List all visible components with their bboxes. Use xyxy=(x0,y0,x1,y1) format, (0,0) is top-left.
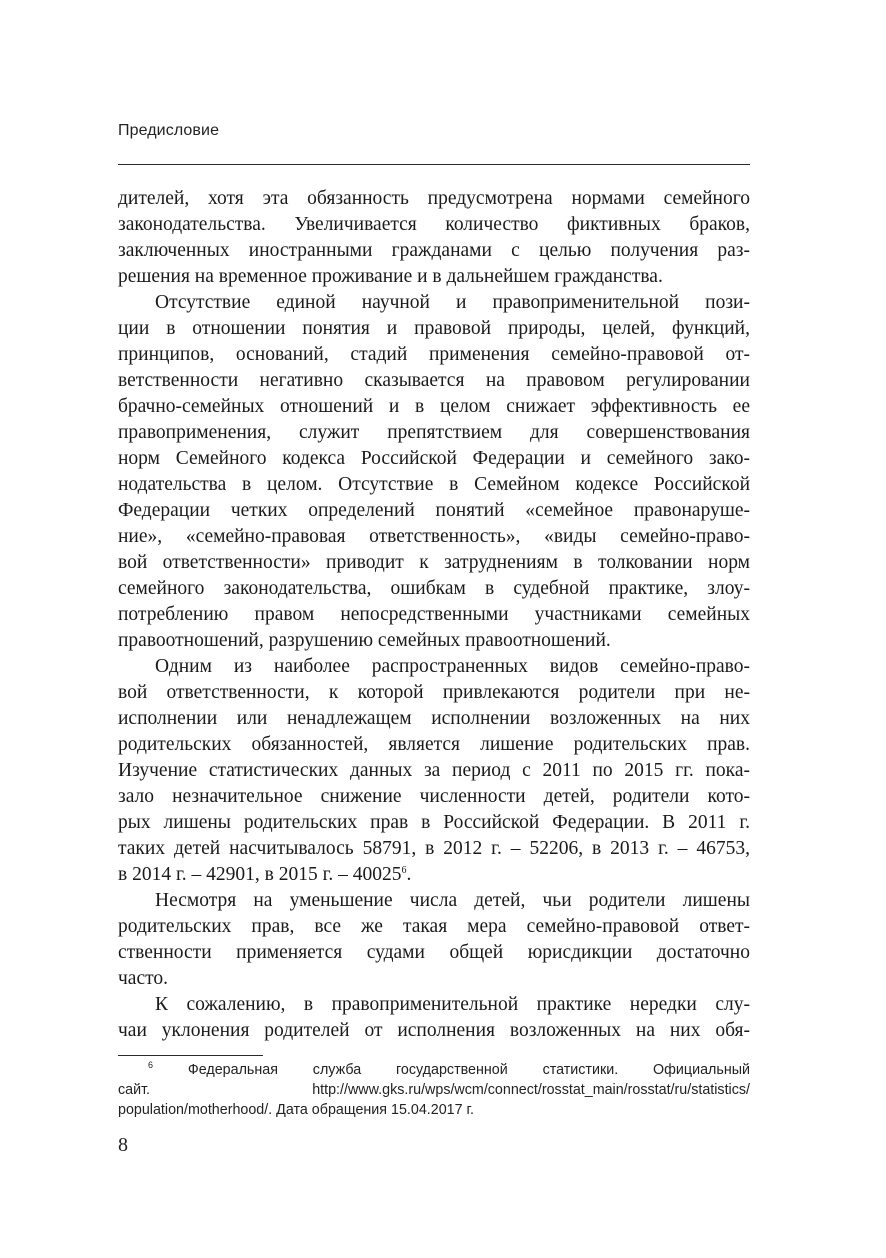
text-line: Несмотря на уменьшение числа детей, чьи родители лишены xyxy=(155,890,750,911)
text-line: законодательства. Увеличивается количество фиктивных браков, xyxy=(118,214,750,235)
text-line: потреблению правом непосредственными участниками семейных xyxy=(118,604,750,625)
text-line: часто. xyxy=(118,968,169,989)
text-line: правоприменения, служит препятствием для совершенствования xyxy=(118,422,750,443)
text-line: вой ответственности» приводит к затруднениям в толковании норм xyxy=(118,552,750,573)
main-text xyxy=(118,186,750,1044)
footnote-text: Федеральная служба государственной статистики. Официальный xyxy=(187,1062,750,1078)
text-line: ции в отношении понятия и правовой природы, целей, функций, xyxy=(118,318,750,339)
footnote xyxy=(118,1060,750,1120)
text-line: родительских обязанностей, является лишение родительских прав. xyxy=(118,734,750,755)
paragraph-3 xyxy=(118,654,750,888)
text-line: исполнении или ненадлежащем исполнении возложенных на них xyxy=(118,708,750,729)
text-line: правоотношений, разрушению семейных правоотношений. xyxy=(118,630,611,651)
text-line: нодательства в целом. Отсутствие в Семейном кодексе Российской xyxy=(118,474,750,495)
paragraph-5 xyxy=(118,992,750,1044)
running-head-rule xyxy=(118,164,750,165)
text-line: ветственности негативно сказывается на правовом регулировании xyxy=(118,370,750,391)
text-fragment: . xyxy=(406,864,412,885)
text-line: брачно-семейных отношений и в целом снижает эффективность ее xyxy=(118,396,750,417)
text-line: зало незначительное снижение численности детей, родители кото- xyxy=(118,786,750,807)
footnote-line: сайт. http://www.gks.ru/wps/wcm/connect/rosstat_main/rosstat/ru/statistics/ xyxy=(118,1082,750,1098)
paragraph-2 xyxy=(118,290,750,654)
text-line: ственности применяется судами общей юрисдикции достаточно xyxy=(118,942,750,963)
text-line: чаи уклонения родителей от исполнения возложенных на них обя- xyxy=(118,1020,750,1041)
text-line: Изучение статистических данных за период с 2011 по 2015 гг. пока- xyxy=(118,760,750,781)
text-fragment: в 2014 г. – 42901, в 2015 г. – 40025 xyxy=(118,864,402,885)
footnote-rule xyxy=(118,1055,263,1056)
text-line: рых лишены родительских прав в Российской Федерации. В 2011 г. xyxy=(118,812,750,833)
text-line xyxy=(118,862,750,888)
paragraph-4 xyxy=(118,888,750,992)
text-line: ние», «семейно-правовая ответственность», «виды семейно-право- xyxy=(118,526,750,547)
page-number: 8 xyxy=(118,1134,128,1156)
footnote-reference[interactable]: 6 xyxy=(401,865,407,876)
text-line: решения на временное проживание и в дальнейшем гражданства. xyxy=(118,266,663,287)
book-page xyxy=(118,0,750,1258)
footnote-line: population/motherhood/. Дата обращения 15.04.2017 г. xyxy=(118,1102,474,1118)
text-line: таких детей насчитывалось 58791, в 2012 г. – 52206, в 2013 г. – 46753, xyxy=(118,838,750,859)
running-head: Предисловие xyxy=(118,122,220,139)
text-line: Отсутствие единой научной и правоприменительной пози- xyxy=(155,292,750,313)
text-line: вой ответственности, к которой привлекаются родители при не- xyxy=(118,682,750,703)
paragraph-1 xyxy=(118,186,750,290)
text-line: Одним из наиболее распространенных видов семейно-право- xyxy=(155,656,750,677)
text-line: семейного законодательства, ошибкам в судебной практике, злоу- xyxy=(118,578,750,599)
text-line: К сожалению, в правоприменительной практике нередки слу- xyxy=(155,994,750,1015)
footnote-number: 6 xyxy=(148,1060,154,1070)
text-line: Федерации четких определений понятий «семейное правонаруше- xyxy=(118,500,750,521)
footnote-line xyxy=(118,1060,750,1080)
text-line: норм Семейного кодекса Российской Федерации и семейного зако- xyxy=(118,448,750,469)
text-line: родительских прав, все же такая мера семейно-правовой ответ- xyxy=(118,916,750,937)
text-line: заключенных иностранными гражданами с целью получения раз- xyxy=(118,240,750,261)
text-line: дителей, хотя эта обязанность предусмотрена нормами семейного xyxy=(118,188,750,209)
text-line: принципов, оснований, стадий применения семейно-правовой от- xyxy=(118,344,750,365)
